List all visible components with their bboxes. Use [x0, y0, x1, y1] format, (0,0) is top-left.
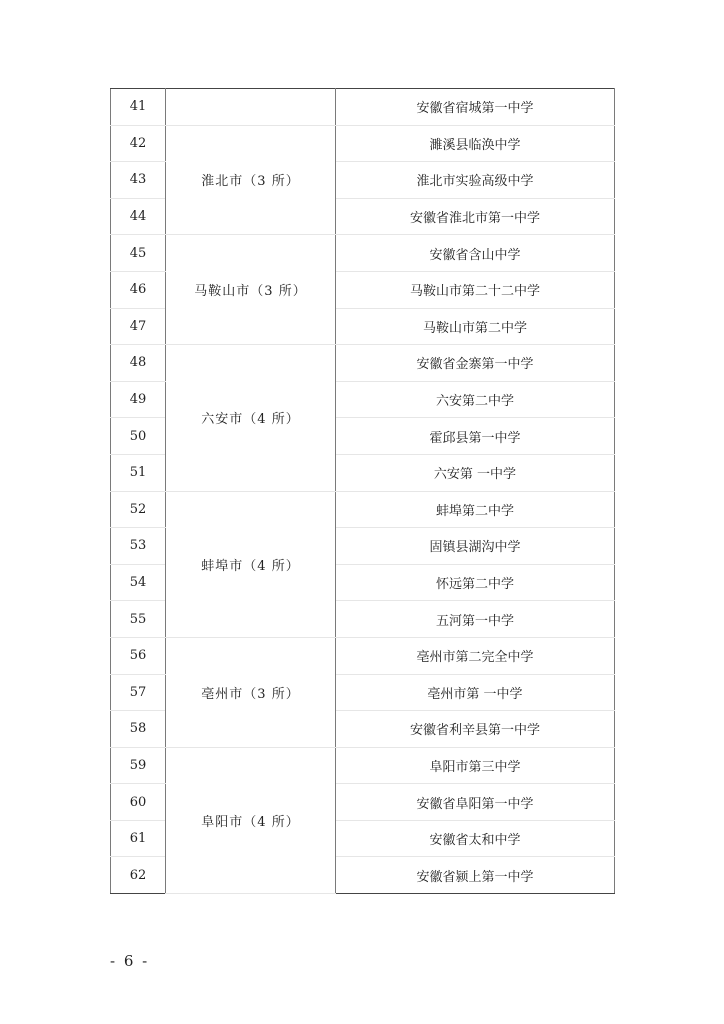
school-name: 马鞍山市第二中学 — [336, 308, 615, 345]
school-name: 濉溪县临涣中学 — [336, 125, 615, 162]
row-number: 49 — [111, 381, 166, 418]
row-number: 44 — [111, 198, 166, 235]
school-name: 蚌埠第二中学 — [336, 491, 615, 528]
row-number: 48 — [111, 345, 166, 382]
row-number: 56 — [111, 637, 166, 674]
row-number: 58 — [111, 711, 166, 748]
row-number: 62 — [111, 857, 166, 894]
school-name: 六安第二中学 — [336, 381, 615, 418]
school-name: 安徽省金寨第一中学 — [336, 345, 615, 382]
city-cell-bengbu: 蚌埠市（4 所） — [166, 491, 336, 637]
row-number: 50 — [111, 418, 166, 455]
row-number: 55 — [111, 601, 166, 638]
row-number: 52 — [111, 491, 166, 528]
row-number: 57 — [111, 674, 166, 711]
school-name: 霍邱县第一中学 — [336, 418, 615, 455]
table-row — [111, 491, 615, 528]
school-name: 安徽省含山中学 — [336, 235, 615, 272]
school-name: 亳州市第二完全中学 — [336, 637, 615, 674]
page-number: - 6 - — [110, 952, 150, 970]
table-row — [111, 747, 615, 784]
row-number: 60 — [111, 784, 166, 821]
school-name: 安徽省利辛县第一中学 — [336, 711, 615, 748]
row-number: 42 — [111, 125, 166, 162]
row-number: 51 — [111, 454, 166, 491]
city-cell-fuyang: 阜阳市（4 所） — [166, 747, 336, 893]
table-row — [111, 637, 615, 674]
school-name: 六安第 一中学 — [336, 454, 615, 491]
school-list-table — [110, 88, 615, 894]
school-name: 安徽省颍上第一中学 — [336, 857, 615, 894]
row-number: 59 — [111, 747, 166, 784]
table-row — [111, 235, 615, 272]
row-number: 47 — [111, 308, 166, 345]
table-row — [111, 345, 615, 382]
city-cell-empty — [166, 89, 336, 126]
school-name: 安徽省太和中学 — [336, 820, 615, 857]
school-name: 五河第一中学 — [336, 601, 615, 638]
school-name: 安徽省淮北市第一中学 — [336, 198, 615, 235]
city-cell-luan: 六安市（4 所） — [166, 345, 336, 491]
row-number: 53 — [111, 528, 166, 565]
school-name: 安徽省宿城第一中学 — [336, 89, 615, 126]
row-number: 45 — [111, 235, 166, 272]
school-name: 安徽省阜阳第一中学 — [336, 784, 615, 821]
row-number: 54 — [111, 564, 166, 601]
row-number: 41 — [111, 89, 166, 126]
school-name: 亳州市第 一中学 — [336, 674, 615, 711]
school-name: 阜阳市第三中学 — [336, 747, 615, 784]
school-name: 怀远第二中学 — [336, 564, 615, 601]
table-row — [111, 125, 615, 162]
school-name: 固镇县湖沟中学 — [336, 528, 615, 565]
row-number: 43 — [111, 162, 166, 199]
row-number: 61 — [111, 820, 166, 857]
school-name: 淮北市实验高级中学 — [336, 162, 615, 199]
city-cell-maanshan: 马鞍山市（3 所） — [166, 235, 336, 345]
table-row — [111, 89, 615, 126]
city-cell-huaibei: 淮北市（3 所） — [166, 125, 336, 235]
school-name: 马鞍山市第二十二中学 — [336, 271, 615, 308]
row-number: 46 — [111, 271, 166, 308]
city-cell-bozhou: 亳州市（3 所） — [166, 637, 336, 747]
